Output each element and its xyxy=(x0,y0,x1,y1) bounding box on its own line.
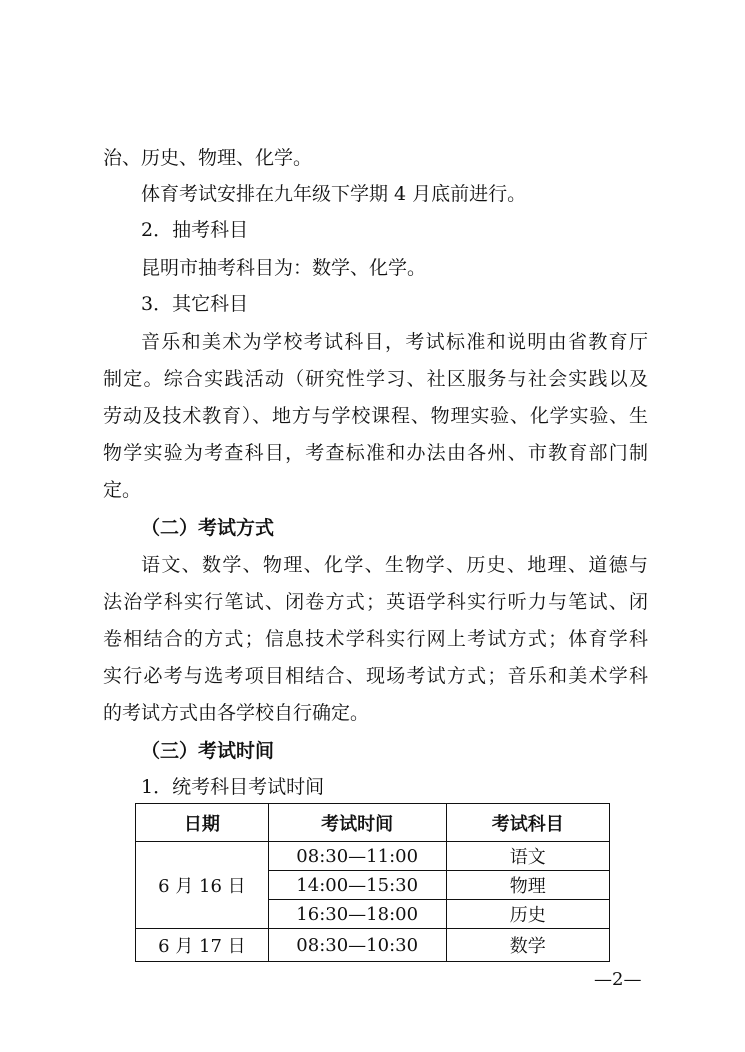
exam-schedule-table xyxy=(135,803,610,962)
table-caption: 1．统考科目考试时间 xyxy=(141,776,325,798)
time-cell: 14:00—15:30 xyxy=(268,871,446,900)
table-header-row xyxy=(136,804,610,842)
subject-cell: 语文 xyxy=(446,842,609,871)
date-cell: 6 月 17 日 xyxy=(136,929,269,962)
paragraph-line: 劳动及技术教育）、地方与学校课程、物理实验、化学实验、生 xyxy=(103,405,648,427)
time-cell: 08:30—11:00 xyxy=(268,842,446,871)
paragraph-line: 音乐和美术为学校考试科目，考试标准和说明由省教育厅 xyxy=(141,331,648,353)
paragraph-line: 体育考试安排在九年级下学期 4 月底前进行。 xyxy=(141,183,527,205)
table-row xyxy=(136,842,610,871)
paragraph-line: 法治学科实行笔试、闭卷方式；英语学科实行听力与笔试、闭 xyxy=(103,591,648,613)
paragraph-line: 定。 xyxy=(103,479,142,501)
paragraph-line: 实行必考与选考项目相结合、现场考试方式；音乐和美术学科 xyxy=(103,665,648,687)
paragraph-line: 昆明市抽考科目为：数学、化学。 xyxy=(141,257,427,279)
paragraph-line: 语文、数学、物理、化学、生物学、历史、地理、道德与 xyxy=(141,554,648,576)
table-row xyxy=(136,929,610,962)
section-heading: （二）考试方式 xyxy=(141,517,275,539)
time-cell: 16:30—18:00 xyxy=(268,900,446,929)
header-date: 日期 xyxy=(136,804,269,842)
subsection-heading: 3．其它科目 xyxy=(141,293,249,315)
section-heading: （三）考试时间 xyxy=(141,740,275,762)
subject-cell: 数学 xyxy=(446,929,609,962)
paragraph-line: 物学实验为考查科目，考查标准和办法由各州、市教育部门制 xyxy=(103,442,648,464)
paragraph-line: 的考试方式由各学校自行确定。 xyxy=(103,702,370,724)
time-cell: 08:30—10:30 xyxy=(268,929,446,962)
date-cell: 6 月 16 日 xyxy=(136,842,269,929)
subject-cell: 物理 xyxy=(446,871,609,900)
subject-cell: 历史 xyxy=(446,900,609,929)
subsection-heading: 2．抽考科目 xyxy=(141,219,249,241)
header-subject: 考试科目 xyxy=(446,804,609,842)
paragraph-line: 制定。综合实践活动（研究性学习、社区服务与社会实践以及 xyxy=(103,368,648,390)
paragraph-line: 卷相结合的方式；信息技术学科实行网上考试方式；体育学科 xyxy=(103,628,648,650)
paragraph-line: 治、历史、物理、化学。 xyxy=(103,147,313,169)
page-number: —2— xyxy=(594,969,642,990)
header-time: 考试时间 xyxy=(268,804,446,842)
